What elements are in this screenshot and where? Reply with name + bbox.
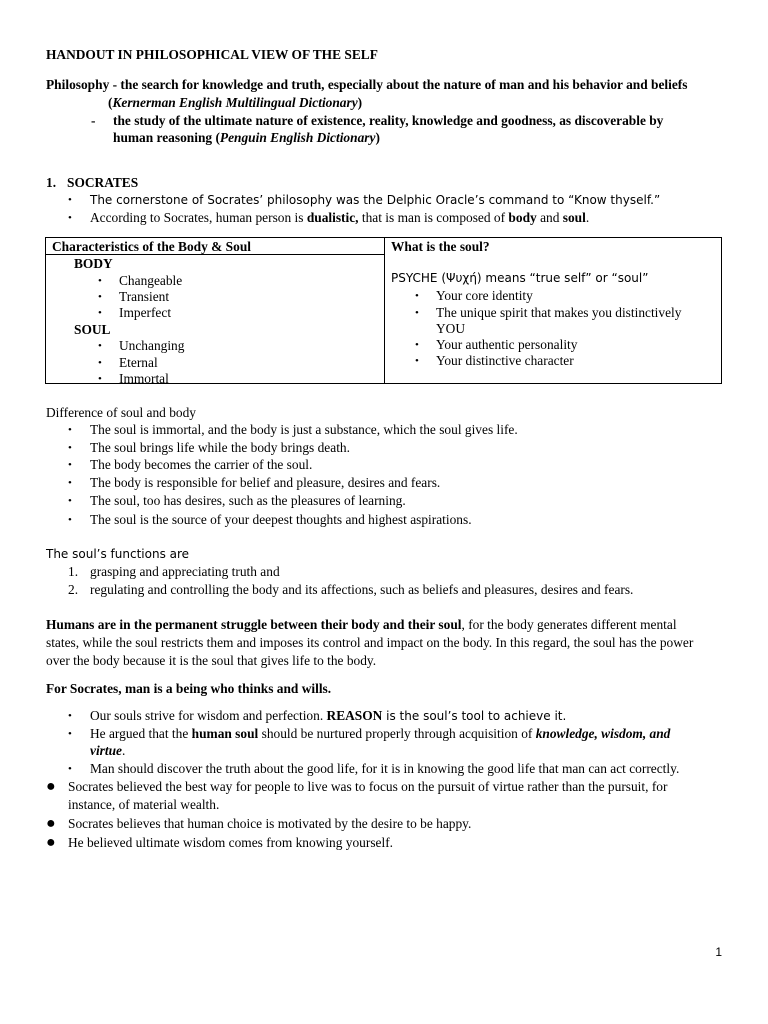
page-title: HANDOUT IN PHILOSOPHICAL VIEW OF THE SELF bbox=[46, 47, 378, 62]
bullet-icon: • bbox=[98, 357, 102, 369]
definition-line: Philosophy - the search for knowledge and truth, especially about the nature of man and his behavior and beliefs bbox=[46, 77, 688, 92]
section-number: 1. bbox=[46, 175, 57, 190]
list-item-continued: instance, of material wealth. bbox=[68, 797, 220, 812]
list-item: The soul is immortal, and the body is just a substance, which the soul gives life. bbox=[90, 422, 518, 437]
bullet-icon: • bbox=[68, 710, 72, 722]
psyche-definition: PSYCHE (Ψυχή) means “true self” or “soul” bbox=[391, 271, 649, 285]
text: Our souls strive for wisdom and perfection. bbox=[90, 708, 327, 723]
text: knowledge, wisdom, and bbox=[535, 726, 671, 741]
definition-source: (Kernerman English Multilingual Dictionary) bbox=[108, 95, 363, 110]
text: human soul bbox=[191, 726, 259, 741]
list-item bbox=[90, 707, 566, 725]
bullet-icon: • bbox=[98, 291, 102, 303]
bullet-icon: • bbox=[68, 514, 72, 526]
list-item: The unique spirit that makes you distinctively bbox=[436, 305, 682, 320]
list-item: The soul is the source of your deepest thoughts and highest aspirations. bbox=[90, 512, 472, 527]
text: dualistic, bbox=[306, 210, 359, 225]
bullet-icon: • bbox=[415, 355, 419, 367]
list-item: Socrates believed the best way for people to live was to focus on the pursuit of virtue rather than the pursuit, for bbox=[68, 779, 668, 794]
bullet-icon: • bbox=[98, 275, 102, 287]
source-name: Penguin English Dictionary bbox=[219, 130, 376, 145]
bullet-icon: ● bbox=[46, 778, 56, 795]
bullet-icon: ● bbox=[46, 815, 56, 832]
text: that is man is composed of bbox=[358, 210, 509, 225]
list-item: Changeable bbox=[119, 273, 183, 288]
bullet-icon: • bbox=[68, 212, 72, 224]
list-item: The body becomes the carrier of the soul. bbox=[90, 457, 313, 472]
list-item: The body is responsible for belief and pleasure, desires and fears. bbox=[90, 475, 441, 490]
list-item: Transient bbox=[119, 289, 170, 304]
list-item: Socrates believes that human choice is motivated by the desire to be happy. bbox=[68, 816, 472, 831]
paragraph-line: states, while the soul restricts them and imposes its control and impact on the body. In this regard, the soul has the power bbox=[46, 635, 694, 650]
paragraph-line: over the body because it is the soul that gives life to the body. bbox=[46, 653, 377, 668]
list-number: 2. bbox=[68, 582, 79, 597]
text: ) bbox=[375, 130, 380, 145]
list-item: Man should discover the truth about the good life, for it is in knowing the good life that man can act correctly. bbox=[90, 761, 680, 776]
list-item: He believed ultimate wisdom comes from knowing yourself. bbox=[68, 835, 394, 850]
difference-heading: Difference of soul and body bbox=[46, 405, 196, 420]
list-number: 1. bbox=[68, 564, 79, 579]
definition-line-2b bbox=[113, 129, 380, 146]
text: . bbox=[122, 743, 126, 758]
list-item: The soul, too has desires, such as the pleasures of learning. bbox=[90, 493, 406, 508]
list-item: Unchanging bbox=[119, 338, 185, 353]
text: should be nurtured properly through acquisition of bbox=[258, 726, 536, 741]
bullet-icon: • bbox=[68, 728, 72, 740]
list-item: The soul brings life while the body brings death. bbox=[90, 440, 350, 455]
bullet-icon: • bbox=[415, 307, 419, 319]
thinks-heading: For Socrates, man is a being who thinks and wills. bbox=[46, 681, 332, 696]
bullet-icon: • bbox=[68, 442, 72, 454]
text: REASON bbox=[326, 708, 383, 723]
list-item-continued bbox=[90, 742, 125, 759]
text: virtue bbox=[90, 743, 122, 758]
bullet-icon: • bbox=[415, 339, 419, 351]
text: According to Socrates, human person is bbox=[90, 210, 307, 225]
list-item: Immortal bbox=[119, 371, 169, 386]
bullet-icon: • bbox=[415, 290, 419, 302]
bullet-icon: • bbox=[68, 194, 72, 206]
soul-label: SOUL bbox=[74, 322, 111, 337]
section-heading: SOCRATES bbox=[67, 175, 139, 190]
text: human reasoning ( bbox=[113, 130, 220, 145]
table-header-left: Characteristics of the Body & Soul bbox=[52, 239, 251, 254]
bullet-icon: • bbox=[98, 373, 102, 385]
characteristics-table bbox=[45, 237, 722, 384]
bullet-icon: ● bbox=[46, 834, 56, 851]
page-number: 1 bbox=[715, 945, 722, 959]
text: He argued that the bbox=[90, 726, 192, 741]
text: soul bbox=[562, 210, 586, 225]
bullet-icon: • bbox=[68, 763, 72, 775]
body-label: BODY bbox=[74, 256, 113, 271]
list-item: Eternal bbox=[119, 355, 158, 370]
list-item: The cornerstone of Socrates’ philosophy was the Delphic Oracle’s command to “Know thyself.” bbox=[90, 193, 661, 207]
paragraph bbox=[46, 616, 677, 633]
text: . bbox=[585, 210, 590, 225]
text: , for the body generates different mental bbox=[461, 617, 677, 632]
text: and bbox=[536, 210, 563, 225]
bullet-icon: • bbox=[68, 495, 72, 507]
table-header-right: What is the soul? bbox=[391, 239, 490, 254]
bullet-icon: • bbox=[68, 459, 72, 471]
source-name: Kernerman English Multilingual Dictionary bbox=[112, 95, 358, 110]
list-item: Your authentic personality bbox=[436, 337, 578, 352]
list-item: Imperfect bbox=[119, 305, 172, 320]
bullet-icon: • bbox=[68, 424, 72, 436]
list-item bbox=[90, 209, 589, 226]
list-item: Your distinctive character bbox=[436, 353, 574, 368]
list-item: grasping and appreciating truth and bbox=[90, 564, 280, 579]
bullet-icon: • bbox=[98, 307, 102, 319]
text: is the soul’s tool to achieve it. bbox=[382, 709, 567, 723]
dash: - bbox=[91, 113, 96, 128]
list-item: Your core identity bbox=[436, 288, 533, 303]
functions-heading: The soul’s functions are bbox=[46, 547, 190, 561]
list-item: regulating and controlling the body and its affections, such as beliefs and pleasures, desires and fears. bbox=[90, 582, 634, 597]
bullet-icon: • bbox=[68, 477, 72, 489]
table-divider bbox=[384, 238, 385, 383]
text: Humans are in the permanent struggle between their body and their soul bbox=[46, 617, 462, 632]
definition-line-2: the study of the ultimate nature of existence, reality, knowledge and goodness, as discoverable by bbox=[113, 113, 664, 128]
text: body bbox=[508, 210, 537, 225]
list-item bbox=[90, 725, 670, 742]
list-item-continued: YOU bbox=[436, 321, 466, 336]
bullet-icon: • bbox=[98, 340, 102, 352]
